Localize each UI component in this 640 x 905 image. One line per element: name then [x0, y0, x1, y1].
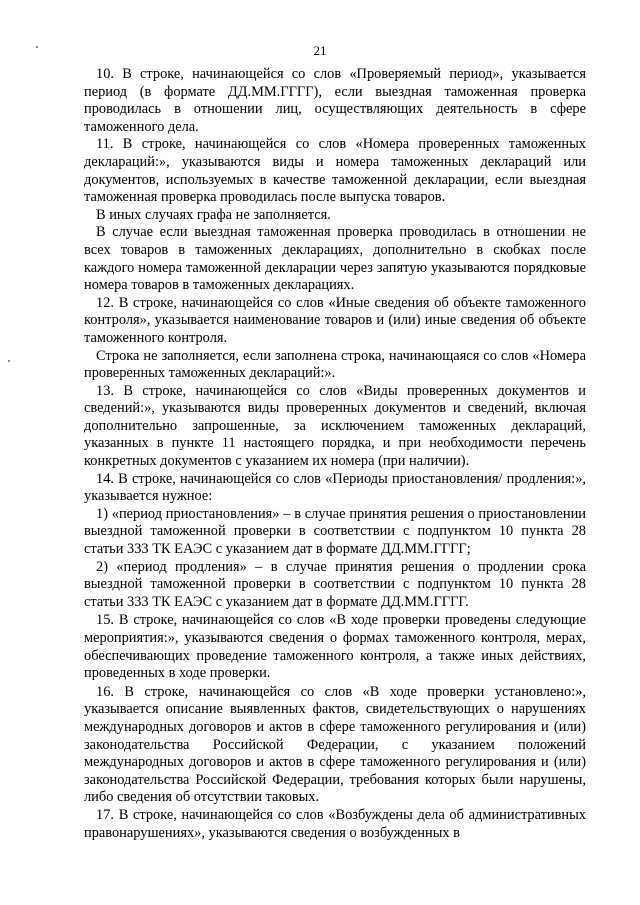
- paragraph-other-cases: В иных случаях графа не заполняется.: [96, 206, 331, 223]
- paragraph-item-16: 16. В строке, начинающейся со слов «В ходе проверки установлено:», указывается описание выявленных фактов, свидетельствующих о нарушениях международных договоров и актов в сфере таможенного регулирования и (или) законодательства Российской Федерации, с указанием положений международных договоров и актов в сфере таможенного регулирования и (или) законодательства Российской Федерации, требования которых были нарушены, либо сведения об отсутствии таковых.: [84, 683, 586, 806]
- paragraph-line-not-filled: Строка не заполняется, если заполнена строка, начинающаяся со слов «Номера проверенных таможенных деклараций:».: [84, 347, 586, 382]
- paragraph-item-11: 11. В строке, начинающейся со слов «Номера проверенных таможенных деклараций:», указываются виды и номера таможенных деклараций или документов, используемых в качестве таможенной декларации, если выездная таможенная проверка проводилась после выпуска товаров.: [84, 136, 586, 206]
- document-body: [84, 66, 586, 842]
- paragraph-item-12: 12. В строке, начинающейся со слов «Иные сведения об объекте таможенного контроля», указывается наименование товаров и (или) иные сведения об объекте таможенного контроля.: [84, 294, 586, 346]
- paragraph-extension-period: 2) «период продления» – в случае принятия решения о продлении срока выездной таможенной проверки в соответствии с подпунктом 10 пункта 28 статьи 333 ТК ЕАЭС с указанием дат в формате ДД.ММ.ГГГГ.: [84, 558, 586, 610]
- paragraph-item-17: 17. В строке, начинающейся со слов «Возбуждены дела об административных правонарушениях», указываются сведения о возбужденных в: [84, 806, 586, 841]
- paragraph-partial-goods: В случае если выездная таможенная проверка проводилась в отношении не всех товаров в таможенных декларациях, дополнительно в скобках после каждого номера таможенной декларации через запятую указываются порядковые номера товаров в таможенных декларациях.: [84, 224, 586, 294]
- paragraph-suspension-period: 1) «период приостановления» – в случае принятия решения о приостановлении выездной таможенной проверки в соответствии с подпунктом 10 пункта 28 статьи 333 ТК ЕАЭС с указанием дат в формате ДД.ММ.ГГГГ;: [84, 505, 586, 558]
- paragraph-item-10: 10. В строке, начинающейся со слов «Проверяемый период», указывается период (в формате ДД.ММ.ГГГГ), если выездная таможенная проверка проводилась в отношении лиц, осуществляющих деятельность в сфере таможенного дела.: [84, 66, 586, 135]
- paragraph-item-13: 13. В строке, начинающейся со слов «Виды проверенных документов и сведений:», указываются виды проверенных документов и сведений, включая дополнительно запрошенные, за исключением таможенных деклараций, указанных в пункте 11 настоящего порядка, и при необходимости перечень конкретных документов с указанием их номера (при наличии).: [84, 382, 586, 470]
- page-number: 21: [313, 43, 327, 58]
- scan-speck: [8, 360, 10, 362]
- paragraph-item-14: 14. В строке, начинающейся со слов «Периоды приостановления/ продления:», указывается нужное:: [84, 470, 586, 505]
- paragraph-item-15: 15. В строке, начинающейся со слов «В ходе проверки проведены следующие мероприятия:», указываются сведения о формах таможенного контроля, мерах, обеспечивающих проведение таможенного контроля, а также иных действиях, проведенных в ходе проверки.: [84, 612, 586, 682]
